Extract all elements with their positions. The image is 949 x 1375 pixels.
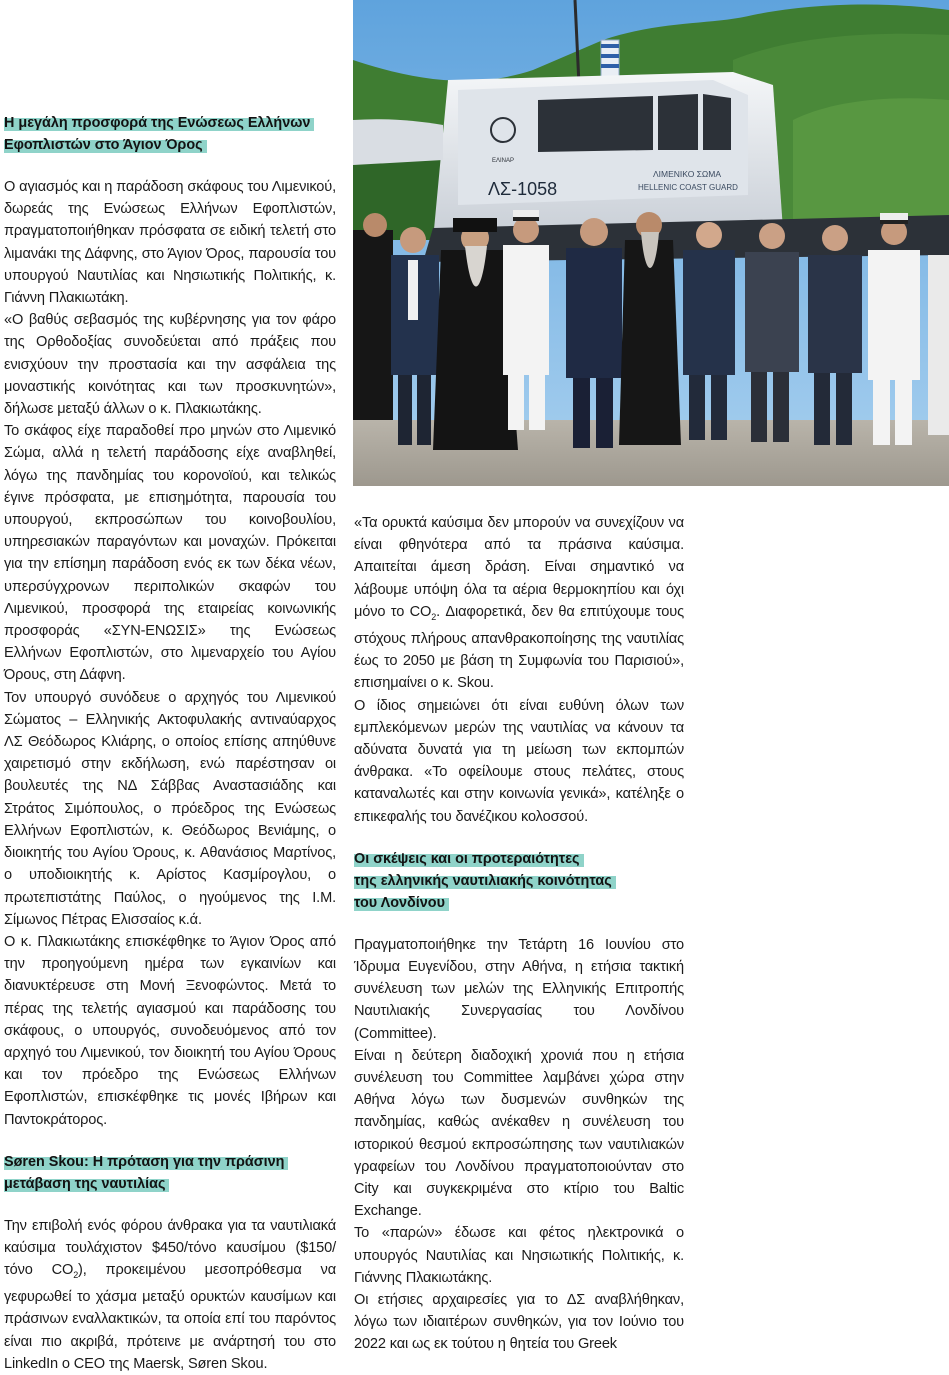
heading-line: Søren Skou: Η πρόταση για την πράσινη — [4, 1154, 288, 1170]
boat-logo-text: ΕΛΙΝΑΡ — [491, 158, 515, 164]
paragraph: Είναι η δεύτερη διαδοχική χρονιά που η ετήσια συνέλευση του Committee λαμβάνει χώρα στην Αθήνα λόγω των δυσμενών συνθηκών της πανδημίας, καθώς ανέκαθεν η συνέλευση του ιστορικού θεσμού εκπροσώπησης των ναυτιλιακών γραφείων του Λονδίνου πραγματοποιούνταν στο City και συγκεκριμένα στο κτίριο του Baltic Exchange. — [354, 1047, 684, 1220]
subscript: 2 — [73, 1270, 79, 1281]
paragraph: Πραγματοποιήθηκε την Τετάρτη 16 Ιουνίου στο Ίδρυμα Ευγενίδου, στην Αθήνα, η ετήσια τακτική συνέλευση των μελών της Ελληνικής Επιτροπής Ναυτιλιακής Συνεργασίας του Λονδίνου (Committee). — [354, 936, 684, 1042]
paragraph — [354, 512, 684, 695]
paragraph: Ο κ. Πλακιωτάκης επισκέφθηκε το Άγιον Όρος από την προηγούμενη ημέρα των εγκαινίων και διανυκτέρευσε στη Μονή Ξενοφώντος. Μετά το πέρας της τελετής αγιασμού και παράδοσης του σκάφους, ο υπουργός, συνοδευόμενος από τον αρχηγό του Λιμενικού, τον διοικητή του Αγίου Όρους και τον πρόεδρο της Ενώσεως Ελλήνων Εφοπλιστών, επισκέφθηκε τις μονές Ιβήρων και Παντοκράτορος. — [4, 933, 336, 1128]
paragraph: Ο αγιασμός και η παράδοση σκάφους του Λιμενικού, δωρεάς της Ενώσεως Ελλήνων Εφοπλιστών, πραγματοποιήθηκαν πρόσφατα σε ειδική τελετή στο λιμανάκι της Δάφνης, στο Άγιον Όρος, παρουσία του υπουργού Ναυτιλίας και Νησιωτικής Πολιτικής, κ. Γιάννη Πλακιωτάκη. — [4, 179, 336, 307]
subscript: 2 — [431, 611, 437, 622]
heading-line: Εφοπλιστών στο Άγιον Όρος — [4, 137, 207, 153]
boat-name-english: HELLENIC COAST GUARD — [638, 183, 738, 192]
heading-line: του Λονδίνου — [354, 895, 449, 911]
paragraph: Ο ίδιος σημειώνει ότι είναι ευθύνη όλων των εμπλεκόμενων μερών της ναυτιλίας να κάνουν τα αδύνατα δυνατά για τη μείωση των εκπομπών άνθρακα. «Το οφείλουμε στους πελάτες, στους καταναλωτές και στην κοινωνία γενικά», κατέληξε ο επικεφαλής του δανέζικου κολοσσού. — [354, 697, 684, 825]
paragraph: «Ο βαθύς σεβασμός της κυβέρνησης για τον φάρο της Ορθοδοξίας συνοδεύεται από πράξεις που ενισχύουν την προστασία και την ασφάλεια της μοναστικής κοινότητας και των προσκυνητών», δήλωσε μεταξύ άλλων ο κ. Πλακιωτάκης. — [4, 312, 336, 418]
text-run: «Τα ορυκτά καύσιμα δεν μπορούν να συνεχίζουν να είναι φθηνότερα από τα πράσινα καύσιμα. Απαιτείται άμεση δράση. Είναι σημαντικό να λάβουμε υπόψη όλα τα αέρια θερμοκηπίου και όχι μόνο το CO — [354, 515, 684, 620]
paragraph: Το «παρών» έδωσε και φέτος ηλεκτρονικά ο υπουργός Ναυτιλίας και Νησιωτικής Πολιτικής, κ. Γιάννης Πλακιωτάκης. — [354, 1225, 684, 1286]
heading-line: Οι σκέψεις και οι προτεραιότητες — [354, 851, 584, 867]
article-photo — [353, 0, 949, 486]
left-column — [4, 112, 336, 1375]
heading-ship-owners-donation — [4, 112, 336, 156]
boat-registration: ΛΣ-1058 — [488, 179, 558, 199]
heading-london-community — [354, 848, 684, 914]
heading-line: μετάβαση της ναυτιλίας — [4, 1176, 169, 1192]
paragraph: Οι ετήσιες αρχαιρεσίες για το ΔΣ αναβλήθηκαν, λόγω των ιδιαιτέρων συνθηκών, για τον Ιούνιο του 2022 και ως εκ τούτου η θητεία του Greek — [354, 1292, 684, 1353]
right-column — [354, 512, 684, 1356]
heading-line: της ελληνικής ναυτιλιακής κοινότητας — [354, 873, 616, 889]
text-run: . Διαφορετικά, δεν θα επιτύχουμε τους στόχους πλήρους απανθρακοποίησης της ναυτιλίας έως το 2050 με βάση τη Συμφωνία του Παρισιού», επισημαίνει ο κ. Skou. — [354, 603, 684, 692]
paragraph: Τον υπουργό συνόδευε ο αρχηγός του Λιμενικού Σώματος – Ελληνικής Ακτοφυλακής αντιναύαρχος ΛΣ Θεόδωρος Κλιάρης, ο οποίος επίσης απηύθυνε χαιρετισμό στην εκδήλωση, ενώ παρέστησαν οι βουλευτές της ΝΔ Σάββας Αναστασιάδης και Στράτος Σιμόπουλος, ο πρόεδρος της Ενώσεως Ελλήνων Εφοπλιστών, κ. Θεόδωρος Βενιάμης, ο διοικητής του Αγίου Όρους, κ. Αθανάσιος Μαρτίνος, ο υποδιοικητής κ. Αρίστος Κασμίρογλου, ο πρωτεπιστάτης Παύλος, ο ηγούμενος της Ι.Μ. Σίμωνος Πέτρας Ελισσαίος κ.ά. — [4, 689, 336, 928]
heading-soren-skou — [4, 1151, 336, 1195]
boat-window — [538, 96, 653, 152]
text-run: ), προκειμένου μεσοπρόθεσμα να γεφυρωθεί το χάσμα μεταξύ ορυκτών καυσίμων και πράσινων εναλλακτικών, τα οποία επί του παρόντος είναι πιο ακριβά, πρότεινε με ανάρτησή του στο LinkedIn ο CEO της Maersk, Søren Skou. — [4, 1262, 336, 1372]
paragraph — [4, 1215, 336, 1375]
boat-name-greek: ΛΙΜΕΝΙΚΟ ΣΩΜΑ — [653, 169, 722, 179]
text-run: Την επιβολή ενός φόρου άνθρακα για τα ναυτιλιακά καύσιμα τουλάχιστον $450/τόνο καυσίμου ($150/τόνο CO — [4, 1217, 336, 1279]
heading-line: Η μεγάλη προσφορά της Ενώσεως Ελλήνων — [4, 115, 314, 131]
paragraph: Το σκάφος είχε παραδοθεί προ μηνών στο Λιμενικό Σώμα, αλλά η τελετή παράδοσης είχε αναβληθεί, λόγω της πανδημίας του κορονοϊού, και τελικώς έγινε πρόσφατα, με επισημότητα, παρουσία του υπουργού, εκπροσώπων του κοινοβουλίου, υπηρεσιακών παραγόντων και μοναχών. Πρόκειται για την επίσημη παράδοση ενός εκ των δέκα νέων, υπερσύγχρονων περιπολικών σκαφών του Λιμενικού, προσφορά της εταιρείας κοινωνικής προσφοράς «ΣΥΝ-ΕΝΩΣΙΣ» της Ενώσεως Ελλήνων Εφοπλιστών, στο λιμεναρχείο του Αγίου Όρους, στη Δάφνη. — [4, 423, 336, 684]
boat-ceremony-illustration — [353, 0, 949, 486]
